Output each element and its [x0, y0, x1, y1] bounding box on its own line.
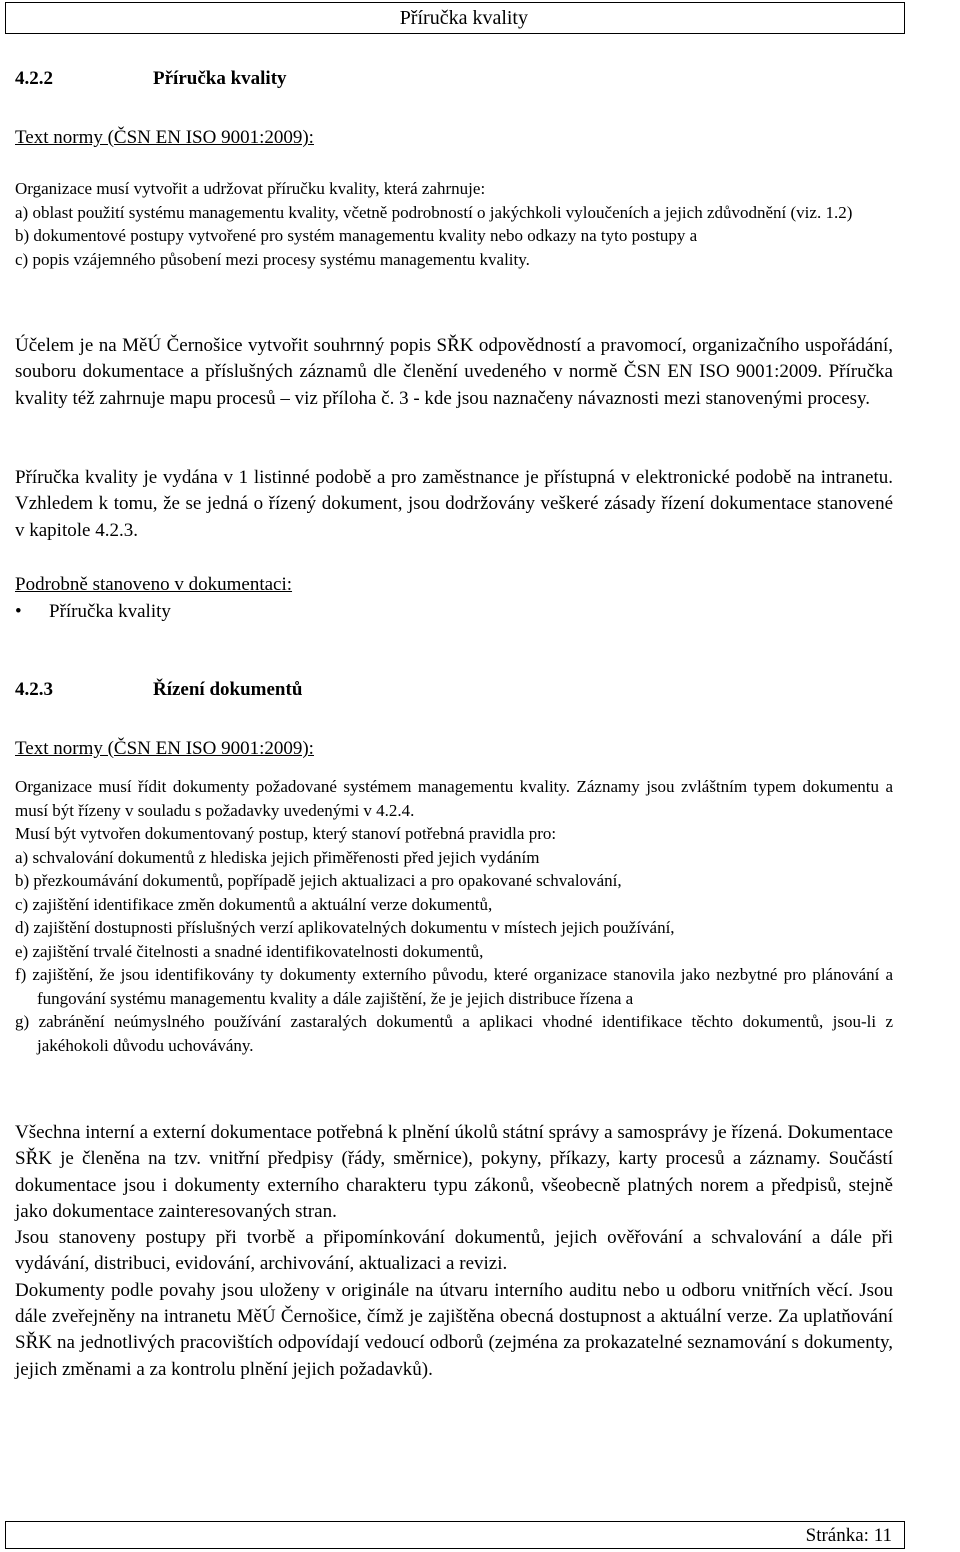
norm-line: Organizace musí vytvořit a udržovat příručku kvality, která zahrnuje: — [15, 179, 486, 198]
page-footer — [5, 1521, 905, 1549]
norm-line: b) dokumentové postupy vytvořené pro systém managementu kvality nebo odkazy na tyto postupy a — [15, 226, 698, 245]
documentation-text — [15, 1120, 893, 1383]
section-title: Řízení dokumentů — [153, 679, 303, 700]
norm-item: g) zabránění neúmyslného používání zastaralých dokumentů a aplikaci vhodné identifikace těchto dokumentů, jsou-li z jakéhokoli důvodu uchovávány. — [15, 1012, 893, 1055]
norm-item: c) zajištění identifikace změn dokumentů a aktuální verze dokumentů, — [15, 894, 493, 914]
norm-item: f) zajištění, že jsou identifikovány ty dokumenty externího původu, které organizace stanovila jako nezbytné pro plánování a fungování systému managementu kvality a dále zajištění, že je jejich distribuce řízena a — [15, 965, 893, 1008]
bullet-text: Příručka kvality — [49, 601, 171, 622]
norm-text-4-2-2 — [15, 177, 893, 271]
page-header — [5, 2, 905, 34]
norm-intro2: Musí být vytvořen dokumentovaný postup, který stanoví potřebná pravidla pro: — [15, 824, 557, 843]
bullet-dot-icon: • — [15, 601, 22, 622]
paragraph-purpose: Účelem je na MěÚ Černošice vytvořit souhrnný popis SŘK odpovědností a pravomocí, organizačního uspořádání, souboru dokumentace a příslušných záznamů dle členění uvedeného v normě ČSN EN ISO 9001:2009. Příručka kvality též zahrnuje mapu procesů – viz příloha č. 3 - kde jsou naznačeny návaznosti mezi stanovenými procesy. — [15, 335, 893, 409]
norm-item: e) zajištění trvalé čitelnosti a snadné identifikovatelnosti dokumentů, — [15, 941, 484, 961]
norm-label-4-2-3: Text normy (ČSN EN ISO 9001:2009): — [15, 738, 314, 759]
section-number: 4.2.2 — [15, 68, 53, 89]
norm-item: a) schvalování dokumentů z hlediska jejich přiměřenosti před jejich vydáním — [15, 847, 540, 867]
norm-line: a) oblast použití systému managementu kvality, včetně podrobností o jakýchkoli vyloučeních a jejich zdůvodnění (viz. 1.2) — [15, 202, 853, 222]
section-title: Příručka kvality — [153, 68, 287, 89]
norm-label-4-2-2: Text normy (ČSN EN ISO 9001:2009): — [15, 127, 314, 148]
section-heading-4-2-3 — [15, 679, 302, 701]
norm-line: c) popis vzájemného působení mezi procesy systému managementu kvality. — [15, 249, 530, 269]
norm-intro: Organizace musí řídit dokumenty požadované systémem managementu kvality. Záznamy jsou zvláštním typem dokumentu a musí být řízeny v souladu s požadavky uvedenými v 4.2.4. — [15, 777, 893, 820]
documentation-paragraph: Dokumenty podle povahy jsou uloženy v originále na útvaru interního auditu nebo u odboru vnitřních věcí. Jsou dále zveřejněny na intranetu MěÚ Černošice, čímž je zajištěna obecná dostupnost a aktuální verze. Za uplatňování SŘK na jednotlivých pracovištích odpovídají vedoucí odborů (zejména za prokazatelné seznamování s dokumenty, jejich změnami a za kontrolu plnění jejich požadavků). — [15, 1279, 893, 1380]
bullet-item — [15, 601, 171, 623]
norm-text-4-2-3 — [15, 775, 893, 1057]
norm-item: d) zajištění dostupnosti příslušných verzí aplikovatelných dokumentu v místech jejich používání, — [15, 918, 675, 937]
page-number: Stránka: 11 — [805, 1525, 892, 1546]
detail-label: Podrobně stanoveno v dokumentaci: — [15, 574, 293, 595]
documentation-paragraph: Všechna interní a externí dokumentace potřebná k plnění úkolů státní správy a samosprávy je řízená. Dokumentace SŘK je členěna na tzv. vnitřní předpisy (řády, směrnice), pokyny, příkazy, karty procesů a záznamy. Součástí dokumentace jsou i dokumenty externího charakteru typu zákonů, všeobecně platných norem a předpisů, stejně jako dokumentace zainteresovaných stran. — [15, 1122, 893, 1222]
norm-item: b) přezkoumávání dokumentů, popřípadě jejich aktualizaci a pro opakované schvalování, — [15, 871, 622, 890]
documentation-paragraph: Jsou stanoveny postupy při tvorbě a připomínkování dokumentů, jejich ověřování a schvalování a dále při vydávání, distribuci, evidování, archivování, aktualizaci a revizi. — [15, 1227, 893, 1275]
paragraph-distribution: Příručka kvality je vydána v 1 listinné podobě a pro zaměstnance je přístupná v elektronické podobě na intranetu. Vzhledem k tomu, že se jedná o řízený dokument, jsou dodržovány veškeré zásady řízení dokumentace stanovené v kapitole 4.2.3. — [15, 467, 893, 541]
header-title: Příručka kvality — [399, 7, 528, 29]
section-heading-4-2-2 — [15, 68, 287, 90]
section-number: 4.2.3 — [15, 679, 53, 700]
